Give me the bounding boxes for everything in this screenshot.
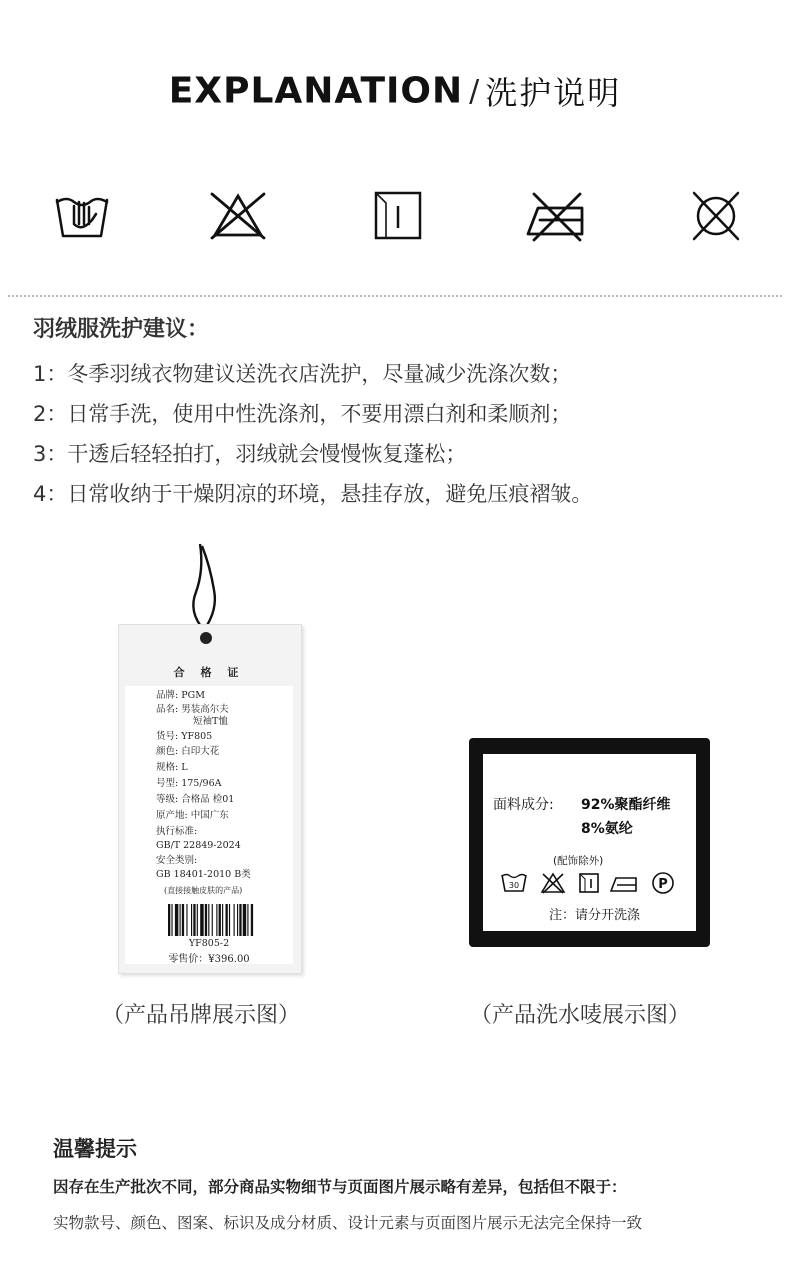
- material-2: 8%氨纶: [581, 821, 633, 837]
- care-tip-1: 1：冬季羽绒衣物建议送洗衣店洗护，尽量减少洗涤次数；: [33, 362, 572, 386]
- care-tips-heading: 羽绒服洗护建议：: [33, 317, 210, 342]
- hang-dry-icon: [578, 872, 600, 894]
- wash-label-footer: 注：请分开洗涤: [549, 908, 641, 923]
- tag-line: GB/T 22849-2024: [156, 840, 241, 851]
- dotted-divider: [8, 295, 782, 297]
- iron-icon: [609, 874, 639, 894]
- tag-line: 规格: L: [156, 762, 188, 773]
- tag-line: 等级: 合格品 检01: [156, 794, 235, 805]
- do-not-bleach-icon: [208, 190, 268, 242]
- tag-line: (直接接触皮肤的产品): [164, 886, 243, 895]
- tag-title: 合 格 证: [173, 666, 245, 679]
- wash-label-inner: [483, 754, 696, 931]
- notice-heading: 温馨提示: [53, 1137, 137, 1161]
- line-dry-icon: [368, 190, 428, 242]
- tag-line: 货号: YF805: [156, 731, 213, 742]
- hang-tag-caption: （产品吊牌展示图）: [102, 1003, 301, 1028]
- tag-hole: [200, 632, 212, 644]
- dry-clean-letter: P: [658, 877, 668, 892]
- title-chinese: 洗护说明: [485, 74, 622, 112]
- tag-line: 原产地: 中国广东: [156, 810, 229, 821]
- tag-line: 执行标准:: [156, 826, 198, 837]
- wash-label-caption: （产品洗水唛展示图）: [470, 1003, 691, 1028]
- material-1: 92%聚酯纤维: [581, 797, 671, 813]
- care-tip-4: 4：日常收纳于干燥阴凉的环境，悬挂存放，避免压痕褶皱。: [33, 482, 593, 506]
- do-not-iron-icon: [526, 190, 586, 242]
- barcode-icon: [168, 904, 290, 936]
- hang-tag-image: [118, 540, 308, 980]
- title-separator: /: [469, 73, 480, 109]
- tag-line: 短袖T恤: [193, 716, 228, 727]
- tag-line: 号型: 175/96A: [156, 778, 222, 789]
- composition-label: 面料成分:: [493, 797, 554, 813]
- hand-wash-icon: [52, 190, 112, 242]
- barcode-number: YF805-2: [188, 938, 230, 949]
- care-tip-3: 3：干透后轻轻拍打，羽绒就会慢慢恢复蓬松；: [33, 442, 467, 466]
- tag-price: 零售价：¥396.00: [168, 954, 250, 965]
- accessories-note: (配饰除外): [553, 855, 604, 867]
- notice-line-1: 因存在生产批次不同，部分商品实物细节与页面图片展示略有差异，包括但不限于：: [53, 1178, 627, 1196]
- dry-clean-p-icon: [651, 871, 675, 895]
- no-bleach-icon: [540, 872, 566, 894]
- do-not-dry-clean-icon: [686, 190, 746, 242]
- wash-label-image: [469, 738, 710, 947]
- care-tip-2: 2：日常手洗，使用中性洗涤剂，不要用漂白剂和柔顺剂；: [33, 402, 572, 426]
- tag-line: 颜色: 白印大花: [156, 746, 220, 757]
- title-english: EXPLANATION: [168, 70, 464, 112]
- wash-temp: 30: [508, 881, 520, 890]
- tag-line: 品名: 男装高尔夫: [156, 704, 229, 715]
- tag-line: 品牌: PGM: [156, 690, 205, 701]
- wash-30-icon: [500, 871, 528, 893]
- page-title: [0, 68, 790, 114]
- tag-line: GB 18401-2010 B类: [156, 869, 251, 880]
- notice-line-2: 实物款号、颜色、图案、标识及成分材质、设计元素与页面图片展示无法完全保持一致: [53, 1214, 643, 1232]
- tag-line: 安全类别:: [156, 855, 198, 866]
